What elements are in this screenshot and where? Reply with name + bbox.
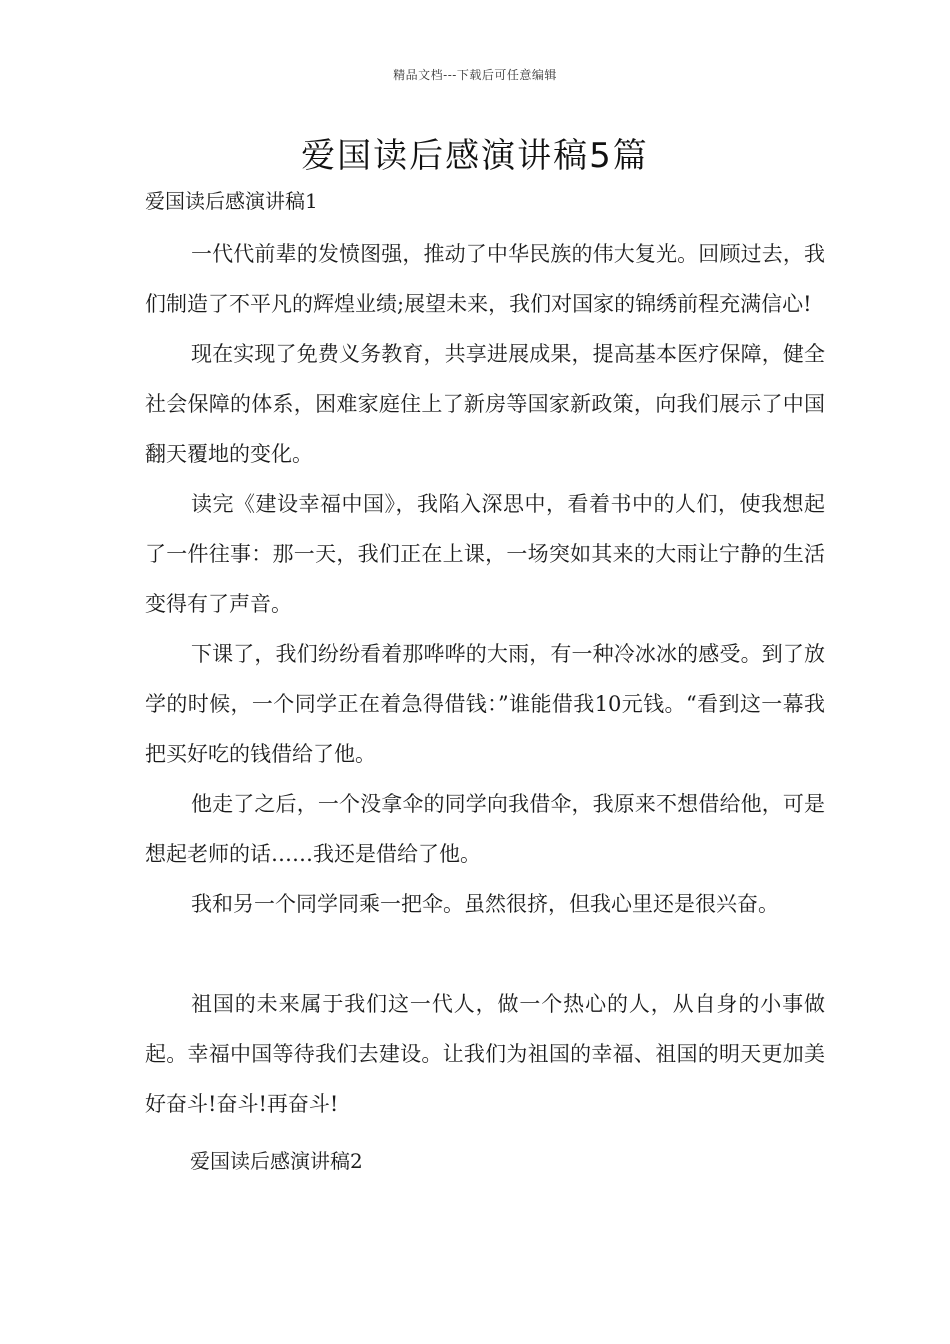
paragraph-5: 他走了之后，一个没拿伞的同学向我借伞，我原来不想借给他，可是想起老师的话……我还是借给了他。 — [145, 792, 825, 866]
paragraph-1: 一代代前辈的发愤图强，推动了中华民族的伟大复光。回顾过去，我们制造了不平凡的辉煌业绩;展望未来，我们对国家的锦绣前程充满信心! — [145, 242, 825, 316]
paragraph-3: 读完《建设幸福中国》，我陷入深思中，看着书中的人们，使我想起了一件往事：那一天，我们正在上课，一场突如其来的大雨让宁静的生活变得有了声音。 — [145, 492, 825, 616]
document-body — [145, 185, 825, 1177]
paragraph-7: 祖国的未来属于我们这一代人，做一个热心的人，从自身的小事做起。幸福中国等待我们去建设。让我们为祖国的幸福、祖国的明天更加美好奋斗!奋斗!再奋斗! — [145, 992, 825, 1116]
document-title: 爱国读后感演讲稿5篇 — [301, 136, 649, 176]
paragraph-6: 我和另一个同学同乘一把伞。虽然很挤，但我心里还是很兴奋。 — [191, 892, 779, 916]
paragraph-2: 现在实现了免费义务教育，共享进展成果，提高基本医疗保障，健全社会保障的体系，困难家庭住上了新房等国家新政策，向我们展示了中国翻天覆地的变化。 — [145, 342, 825, 466]
header-note: 精品文档---下载后可任意编辑 — [393, 68, 557, 82]
paragraph-4: 下课了，我们纷纷看着那哗哗的大雨，有一种冷冰冰的感受。到了放学的时候，一个同学正在着急得借钱：”谁能借我10元钱。“看到这一幕我把买好吃的钱借给了他。 — [145, 642, 825, 766]
section-heading-1: 爱国读后感演讲稿1 — [145, 189, 318, 213]
section-heading-2: 爱国读后感演讲稿2 — [190, 1149, 363, 1173]
